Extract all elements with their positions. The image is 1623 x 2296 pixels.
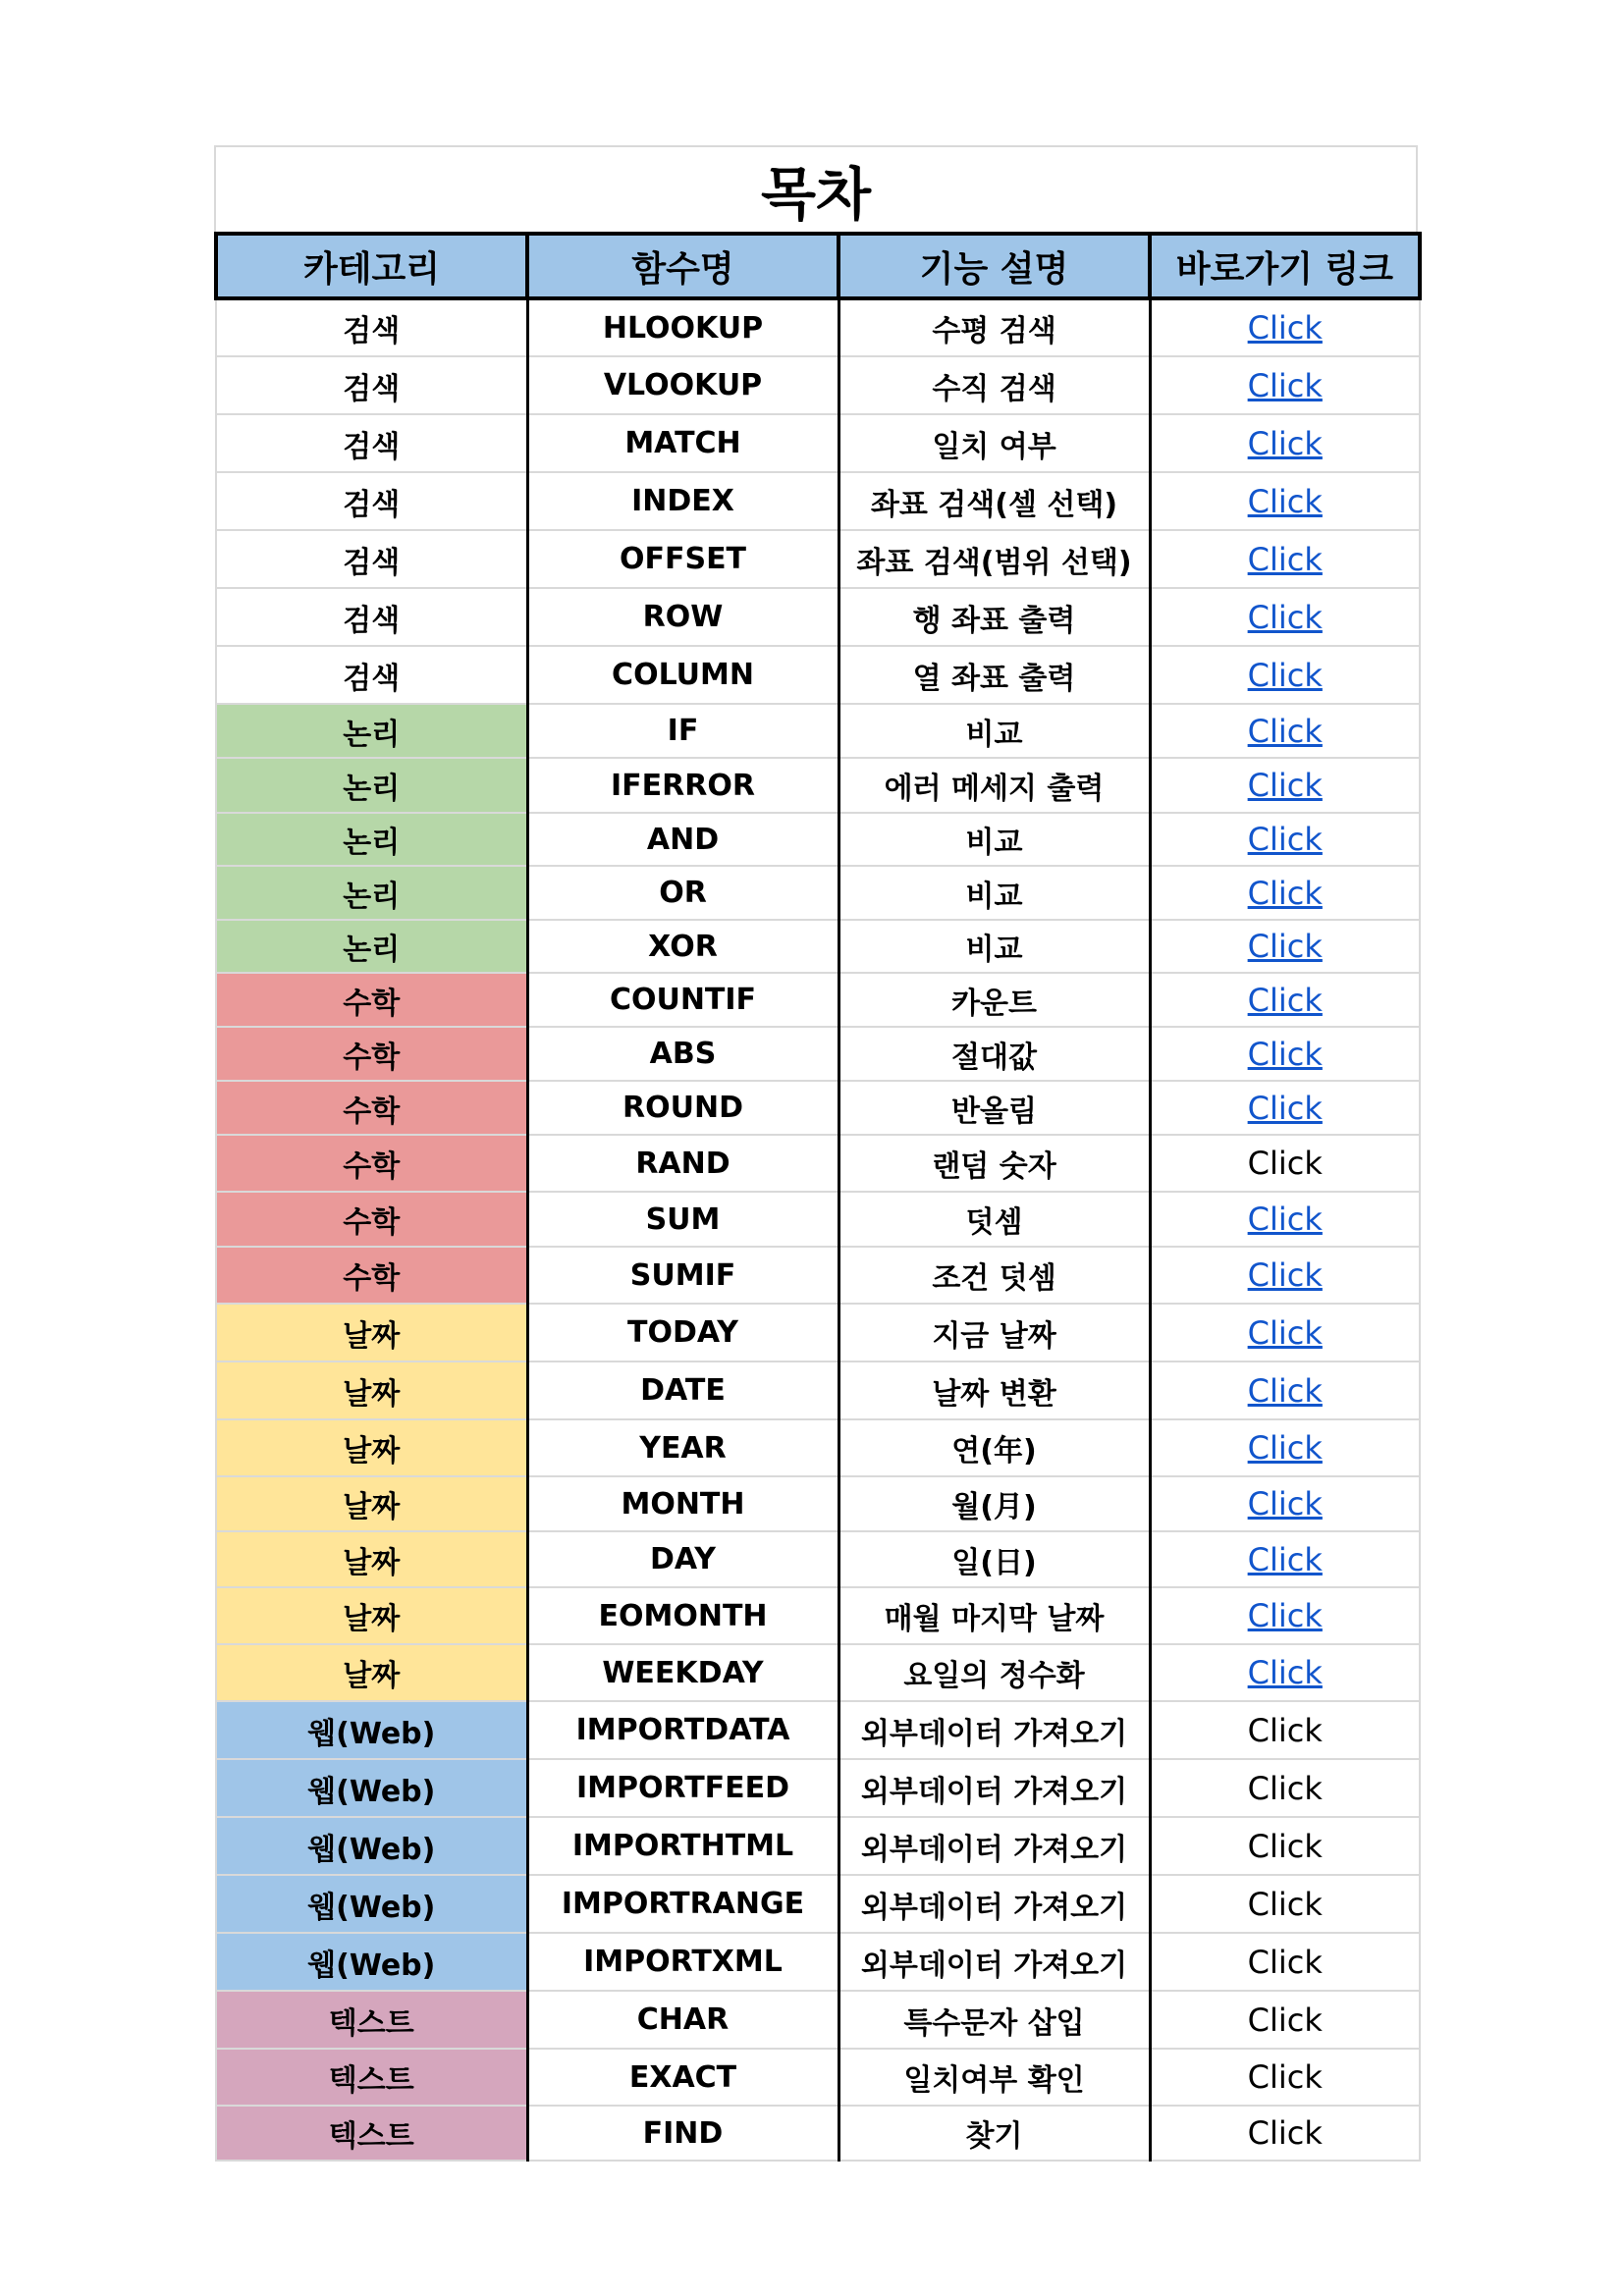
table-row bbox=[216, 813, 1420, 866]
category-cell: 날짜 bbox=[216, 1304, 527, 1362]
description-cell: 덧셈 bbox=[839, 1192, 1150, 1247]
category-cell: 웹(Web) bbox=[216, 1817, 527, 1875]
category-cell: 웹(Web) bbox=[216, 1759, 527, 1817]
table-row bbox=[216, 2049, 1420, 2106]
link-cell bbox=[1150, 813, 1420, 866]
table-row bbox=[216, 1759, 1420, 1817]
link-cell bbox=[1150, 1304, 1420, 1362]
category-cell: 텍스트 bbox=[216, 2106, 527, 2161]
description-cell: 일(日) bbox=[839, 1531, 1150, 1587]
table-row bbox=[216, 588, 1420, 646]
link-cell bbox=[1150, 1476, 1420, 1531]
link-cell bbox=[1150, 1587, 1420, 1644]
function-name-cell: MONTH bbox=[527, 1476, 839, 1531]
link-cell bbox=[1150, 356, 1420, 414]
description-cell: 월(月) bbox=[839, 1476, 1150, 1531]
shortcut-link[interactable]: Click bbox=[1247, 821, 1323, 858]
function-name-cell: MATCH bbox=[527, 414, 839, 472]
shortcut-link[interactable]: Click bbox=[1247, 1485, 1323, 1522]
link-cell bbox=[1150, 1759, 1420, 1817]
category-cell: 검색 bbox=[216, 414, 527, 472]
shortcut-link[interactable]: Click bbox=[1247, 309, 1323, 347]
table-row bbox=[216, 1587, 1420, 1644]
category-cell: 검색 bbox=[216, 588, 527, 646]
category-cell: 날짜 bbox=[216, 1644, 527, 1701]
shortcut-link[interactable]: Click bbox=[1247, 874, 1323, 912]
function-name-cell: RAND bbox=[527, 1135, 839, 1192]
link-cell bbox=[1150, 1991, 1420, 2049]
description-cell: 지금 날짜 bbox=[839, 1304, 1150, 1362]
link-cell bbox=[1150, 1933, 1420, 1991]
description-cell: 열 좌표 출력 bbox=[839, 646, 1150, 704]
category-cell: 날짜 bbox=[216, 1587, 527, 1644]
category-cell: 논리 bbox=[216, 866, 527, 920]
header-function-name: 함수명 bbox=[527, 234, 839, 298]
category-cell: 수학 bbox=[216, 1027, 527, 1081]
function-name-cell: IMPORTHTML bbox=[527, 1817, 839, 1875]
description-cell: 일치 여부 bbox=[839, 414, 1150, 472]
table-row bbox=[216, 2106, 1420, 2161]
link-cell bbox=[1150, 1027, 1420, 1081]
shortcut-text: Click bbox=[1247, 1769, 1323, 1807]
header-shortcut-link: 바로가기 링크 bbox=[1150, 234, 1420, 298]
function-name-cell: DAY bbox=[527, 1531, 839, 1587]
category-cell: 검색 bbox=[216, 646, 527, 704]
shortcut-text: Click bbox=[1247, 1711, 1323, 1749]
function-name-cell: SUM bbox=[527, 1192, 839, 1247]
table-row bbox=[216, 1304, 1420, 1362]
category-cell: 텍스트 bbox=[216, 2049, 527, 2106]
category-cell: 논리 bbox=[216, 758, 527, 813]
link-cell bbox=[1150, 646, 1420, 704]
table-row bbox=[216, 1531, 1420, 1587]
description-cell: 일치여부 확인 bbox=[839, 2049, 1150, 2106]
table-row bbox=[216, 866, 1420, 920]
link-cell bbox=[1150, 1701, 1420, 1759]
link-cell bbox=[1150, 1247, 1420, 1304]
link-cell bbox=[1150, 1419, 1420, 1476]
link-cell bbox=[1150, 472, 1420, 530]
shortcut-link[interactable]: Click bbox=[1247, 1256, 1323, 1294]
description-cell: 조건 덧셈 bbox=[839, 1247, 1150, 1304]
category-cell: 수학 bbox=[216, 1135, 527, 1192]
shortcut-link[interactable]: Click bbox=[1247, 424, 1323, 462]
table-row bbox=[216, 1362, 1420, 1419]
shortcut-link[interactable]: Click bbox=[1247, 928, 1323, 965]
shortcut-text: Click bbox=[1247, 2058, 1323, 2096]
shortcut-text: Click bbox=[1247, 2114, 1323, 2152]
link-cell bbox=[1150, 704, 1420, 758]
function-name-cell: IMPORTDATA bbox=[527, 1701, 839, 1759]
function-name-cell: IF bbox=[527, 704, 839, 758]
shortcut-text: Click bbox=[1247, 1827, 1323, 1865]
description-cell: 반올림 bbox=[839, 1081, 1150, 1135]
function-name-cell: AND bbox=[527, 813, 839, 866]
description-cell: 외부데이터 가져오기 bbox=[839, 1817, 1150, 1875]
link-cell bbox=[1150, 1081, 1420, 1135]
description-cell: 외부데이터 가져오기 bbox=[839, 1933, 1150, 1991]
function-name-cell: TODAY bbox=[527, 1304, 839, 1362]
category-cell: 논리 bbox=[216, 813, 527, 866]
description-cell: 랜덤 숫자 bbox=[839, 1135, 1150, 1192]
function-name-cell: ROUND bbox=[527, 1081, 839, 1135]
function-name-cell: DATE bbox=[527, 1362, 839, 1419]
description-cell: 특수문자 삽입 bbox=[839, 1991, 1150, 2049]
category-cell: 날짜 bbox=[216, 1419, 527, 1476]
category-cell: 검색 bbox=[216, 298, 527, 356]
link-cell bbox=[1150, 920, 1420, 973]
category-cell: 검색 bbox=[216, 530, 527, 588]
table-row bbox=[216, 1991, 1420, 2049]
shortcut-link[interactable]: Click bbox=[1247, 1429, 1323, 1467]
table-row bbox=[216, 472, 1420, 530]
function-name-cell: VLOOKUP bbox=[527, 356, 839, 414]
description-cell: 비교 bbox=[839, 813, 1150, 866]
link-cell bbox=[1150, 866, 1420, 920]
shortcut-link[interactable]: Click bbox=[1247, 1313, 1323, 1352]
header-description: 기능 설명 bbox=[839, 234, 1150, 298]
table-row bbox=[216, 1817, 1420, 1875]
link-cell bbox=[1150, 2106, 1420, 2161]
description-cell: 매월 마지막 날짜 bbox=[839, 1587, 1150, 1644]
table-row bbox=[216, 704, 1420, 758]
function-name-cell: IFERROR bbox=[527, 758, 839, 813]
shortcut-link[interactable]: Click bbox=[1247, 1035, 1323, 1073]
table-row bbox=[216, 1875, 1420, 1933]
link-cell bbox=[1150, 1644, 1420, 1701]
description-cell: 연(年) bbox=[839, 1419, 1150, 1476]
shortcut-link[interactable]: Click bbox=[1247, 712, 1323, 750]
category-cell: 웹(Web) bbox=[216, 1701, 527, 1759]
link-cell bbox=[1150, 1135, 1420, 1192]
function-name-cell: CHAR bbox=[527, 1991, 839, 2049]
link-cell bbox=[1150, 1817, 1420, 1875]
table-row bbox=[216, 1081, 1420, 1135]
table-row bbox=[216, 920, 1420, 973]
category-cell: 수학 bbox=[216, 1192, 527, 1247]
function-name-cell: OR bbox=[527, 866, 839, 920]
function-name-cell: COLUMN bbox=[527, 646, 839, 704]
table-row bbox=[216, 298, 1420, 356]
table-row bbox=[216, 530, 1420, 588]
function-name-cell: EXACT bbox=[527, 2049, 839, 2106]
table-row bbox=[216, 414, 1420, 472]
category-cell: 논리 bbox=[216, 704, 527, 758]
shortcut-link[interactable]: Click bbox=[1247, 767, 1323, 804]
function-name-cell: IMPORTRANGE bbox=[527, 1875, 839, 1933]
link-cell bbox=[1150, 1192, 1420, 1247]
link-cell bbox=[1150, 973, 1420, 1027]
function-name-cell: IMPORTFEED bbox=[527, 1759, 839, 1817]
shortcut-text: Click bbox=[1247, 1145, 1323, 1182]
category-cell: 날짜 bbox=[216, 1531, 527, 1587]
category-cell: 논리 bbox=[216, 920, 527, 973]
shortcut-link[interactable]: Click bbox=[1247, 1654, 1323, 1691]
description-cell: 행 좌표 출력 bbox=[839, 588, 1150, 646]
description-cell: 날짜 변환 bbox=[839, 1362, 1150, 1419]
description-cell: 요일의 정수화 bbox=[839, 1644, 1150, 1701]
function-name-cell: XOR bbox=[527, 920, 839, 973]
category-cell: 수학 bbox=[216, 1081, 527, 1135]
table-row bbox=[216, 1476, 1420, 1531]
description-cell: 좌표 검색(범위 선택) bbox=[839, 530, 1150, 588]
table-body bbox=[216, 298, 1420, 2161]
shortcut-link[interactable]: Click bbox=[1247, 1540, 1323, 1578]
description-cell: 외부데이터 가져오기 bbox=[839, 1701, 1150, 1759]
description-cell: 에러 메세지 출력 bbox=[839, 758, 1150, 813]
table-row bbox=[216, 1644, 1420, 1701]
page-title: 목차 bbox=[214, 145, 1418, 232]
function-index-table bbox=[214, 232, 1422, 2162]
function-name-cell: IMPORTXML bbox=[527, 1933, 839, 1991]
shortcut-link[interactable]: Click bbox=[1247, 482, 1323, 520]
link-cell bbox=[1150, 588, 1420, 646]
shortcut-text: Click bbox=[1247, 1943, 1323, 1981]
shortcut-text: Click bbox=[1247, 2001, 1323, 2039]
description-cell: 외부데이터 가져오기 bbox=[839, 1875, 1150, 1933]
shortcut-link[interactable]: Click bbox=[1247, 366, 1323, 404]
shortcut-text: Click bbox=[1247, 1885, 1323, 1923]
function-name-cell: EOMONTH bbox=[527, 1587, 839, 1644]
table-row bbox=[216, 1933, 1420, 1991]
table-row bbox=[216, 1701, 1420, 1759]
table-row bbox=[216, 1419, 1420, 1476]
description-cell: 절대값 bbox=[839, 1027, 1150, 1081]
shortcut-link[interactable]: Click bbox=[1247, 1089, 1323, 1127]
function-name-cell: ABS bbox=[527, 1027, 839, 1081]
header-category: 카테고리 bbox=[216, 234, 527, 298]
function-name-cell: INDEX bbox=[527, 472, 839, 530]
function-name-cell: FIND bbox=[527, 2106, 839, 2161]
function-name-cell: COUNTIF bbox=[527, 973, 839, 1027]
table-header bbox=[216, 234, 1420, 298]
function-name-cell: ROW bbox=[527, 588, 839, 646]
category-cell: 날짜 bbox=[216, 1476, 527, 1531]
table-row bbox=[216, 1027, 1420, 1081]
link-cell bbox=[1150, 414, 1420, 472]
function-name-cell: WEEKDAY bbox=[527, 1644, 839, 1701]
link-cell bbox=[1150, 298, 1420, 356]
function-name-cell: YEAR bbox=[527, 1419, 839, 1476]
table-row bbox=[216, 356, 1420, 414]
link-cell bbox=[1150, 1875, 1420, 1933]
link-cell bbox=[1150, 1531, 1420, 1587]
description-cell: 수평 검색 bbox=[839, 298, 1150, 356]
category-cell: 수학 bbox=[216, 973, 527, 1027]
table-row bbox=[216, 1247, 1420, 1304]
description-cell: 찾기 bbox=[839, 2106, 1150, 2161]
description-cell: 비교 bbox=[839, 866, 1150, 920]
link-cell bbox=[1150, 530, 1420, 588]
link-cell bbox=[1150, 758, 1420, 813]
table-row bbox=[216, 758, 1420, 813]
shortcut-link[interactable]: Click bbox=[1247, 656, 1323, 694]
category-cell: 텍스트 bbox=[216, 1991, 527, 2049]
shortcut-link[interactable]: Click bbox=[1247, 981, 1323, 1019]
shortcut-link[interactable]: Click bbox=[1247, 598, 1323, 636]
category-cell: 검색 bbox=[216, 472, 527, 530]
function-name-cell: OFFSET bbox=[527, 530, 839, 588]
shortcut-link[interactable]: Click bbox=[1247, 1597, 1323, 1634]
category-cell: 검색 bbox=[216, 356, 527, 414]
description-cell: 비교 bbox=[839, 920, 1150, 973]
table-row bbox=[216, 1192, 1420, 1247]
category-cell: 수학 bbox=[216, 1247, 527, 1304]
category-cell: 웹(Web) bbox=[216, 1933, 527, 1991]
description-cell: 수직 검색 bbox=[839, 356, 1150, 414]
link-cell bbox=[1150, 1362, 1420, 1419]
description-cell: 카운트 bbox=[839, 973, 1150, 1027]
shortcut-link[interactable]: Click bbox=[1247, 1201, 1323, 1238]
table-row bbox=[216, 1135, 1420, 1192]
category-cell: 날짜 bbox=[216, 1362, 527, 1419]
description-cell: 외부데이터 가져오기 bbox=[839, 1759, 1150, 1817]
function-name-cell: SUMIF bbox=[527, 1247, 839, 1304]
table-row bbox=[216, 973, 1420, 1027]
shortcut-link[interactable]: Click bbox=[1247, 1371, 1323, 1410]
category-cell: 웹(Web) bbox=[216, 1875, 527, 1933]
description-cell: 비교 bbox=[839, 704, 1150, 758]
index-sheet bbox=[214, 145, 1418, 2162]
shortcut-link[interactable]: Click bbox=[1247, 540, 1323, 578]
link-cell bbox=[1150, 2049, 1420, 2106]
table-row bbox=[216, 646, 1420, 704]
description-cell: 좌표 검색(셀 선택) bbox=[839, 472, 1150, 530]
function-name-cell: HLOOKUP bbox=[527, 298, 839, 356]
